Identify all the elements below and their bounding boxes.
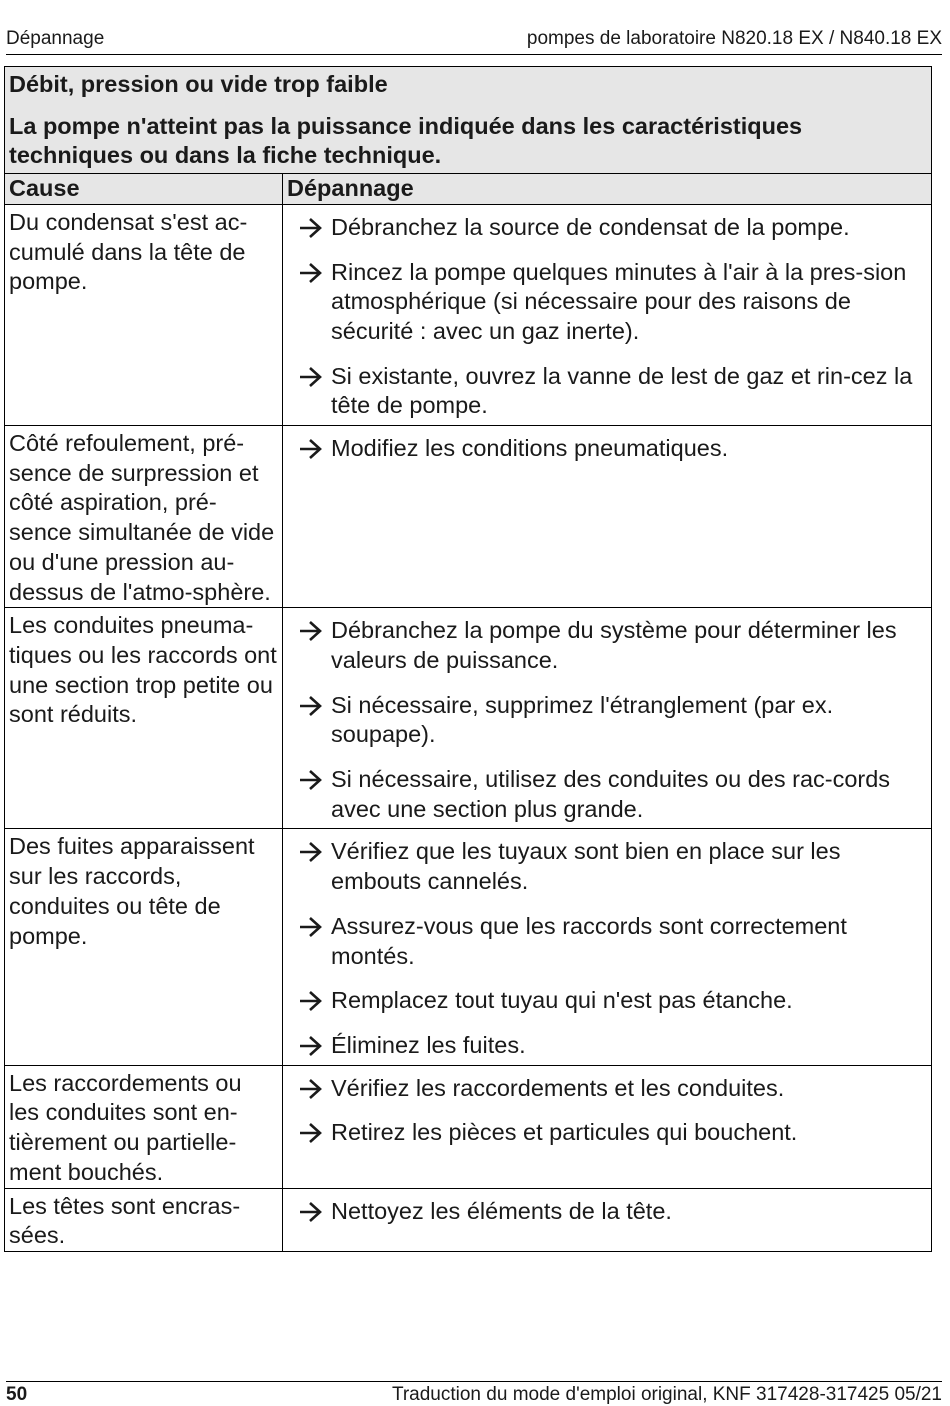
fix-step [287,691,927,750]
page-footer [6,1381,942,1406]
fix-cell [283,204,932,425]
fix-step [287,434,927,464]
cause-cell: Du condensat s'est ac-cumulé dans la tête de pompe. [5,204,283,425]
table-title: Débit, pression ou vide trop faible [9,71,388,97]
fix-cell [283,1065,932,1188]
fix-text: Débranchez la source de condensat de la pompe. [331,213,850,240]
fix-step [287,1031,927,1061]
fix-text: Débranchez la pompe du système pour déterminer les valeurs de puissance. [331,617,897,673]
fix-step [287,213,927,243]
table-row [5,426,932,608]
fix-step [287,986,927,1016]
right-arrow-icon [299,438,323,460]
table-row [5,204,932,425]
fix-text: Nettoyez les éléments de la tête. [331,1197,672,1224]
fix-text: Retirez les pièces et particules qui bouchent. [331,1119,798,1146]
fix-cell [283,829,932,1065]
table-row [5,1065,932,1188]
cause-cell: Les têtes sont encras-sées. [5,1188,283,1251]
right-arrow-icon [299,695,323,717]
fix-text: Éliminez les fuites. [331,1031,526,1058]
table-header-row [5,174,932,205]
fix-text: Vérifiez que les tuyaux sont bien en place sur les embouts cannelés. [331,838,841,895]
right-arrow-icon [299,1035,323,1057]
right-arrow-icon [299,841,323,863]
right-arrow-icon [299,366,323,388]
fix-text: Si existante, ouvrez la vanne de lest de gaz et rin-cez la tête de pompe. [331,362,913,419]
fix-step [287,912,927,971]
right-arrow-icon [299,916,323,938]
fix-text: Rincez la pompe quelques minutes à l'air à la pres-sion atmosphérique (si nécessaire pour des raisons de sécurité : avec un gaz inerte). [331,258,907,344]
fix-step [287,1074,927,1104]
fix-cell [283,608,932,829]
table-row [5,608,932,829]
fix-step [287,1118,927,1148]
cause-cell: Des fuites apparaissent sur les raccords, conduites ou tête de pompe. [5,829,283,1065]
fix-step [287,837,927,896]
footer-reference: Traduction du mode d'emploi original, KNF 317428-317425 05/21 [391,1384,942,1405]
troubleshooting-table [4,66,932,1252]
table-row [5,829,932,1065]
column-header-fix: Dépannage [283,174,932,205]
right-arrow-icon [299,620,323,642]
fix-cell [283,426,932,608]
header-product: pompes de laboratoire N820.18 EX / N840.18 EX [526,28,942,49]
right-arrow-icon [299,1122,323,1144]
cause-cell: Les conduites pneuma-tiques ou les raccords ont une section trop petite ou sont réduits. [5,608,283,829]
header-section: Dépannage [6,28,105,49]
right-arrow-icon [299,1201,323,1223]
right-arrow-icon [299,990,323,1012]
fix-text: Vérifiez les raccordements et les conduites. [331,1074,785,1101]
cause-cell: Les raccordements ou les conduites sont en-tièrement ou partielle-ment bouchés. [5,1065,283,1188]
column-header-cause: Cause [5,174,283,205]
fix-cell [283,1188,932,1251]
fix-text: Assurez-vous que les raccords sont correctement montés. [331,912,847,969]
table-title-cell [5,67,932,174]
right-arrow-icon [299,769,323,791]
right-arrow-icon [299,217,323,239]
page-number: 50 [6,1384,28,1405]
table-title-row [5,67,932,174]
cause-cell: Côté refoulement, pré-sence de surpression et côté aspiration, pré-sence simultanée de vide ou d'une pression au-dessus de l'atmo-sphère. [5,426,283,608]
fix-step [287,1197,927,1227]
fix-step [287,362,927,421]
right-arrow-icon [299,262,323,284]
page-header [6,28,942,55]
table-subtitle: La pompe n'atteint pas la puissance indiquée dans les caractéristiques techniques ou dans la fiche technique. [9,112,803,169]
right-arrow-icon [299,1078,323,1100]
table-row [5,1188,932,1251]
fix-step [287,765,927,824]
fix-step [287,616,927,675]
fix-text: Si nécessaire, supprimez l'étranglement (par ex. soupape). [331,691,834,748]
fix-text: Remplacez tout tuyau qui n'est pas étanche. [331,987,793,1014]
fix-text: Si nécessaire, utilisez des conduites ou des rac-cords avec une section plus grande. [331,766,891,822]
fix-text: Modifiez les conditions pneumatiques. [331,435,729,462]
fix-step [287,258,927,347]
